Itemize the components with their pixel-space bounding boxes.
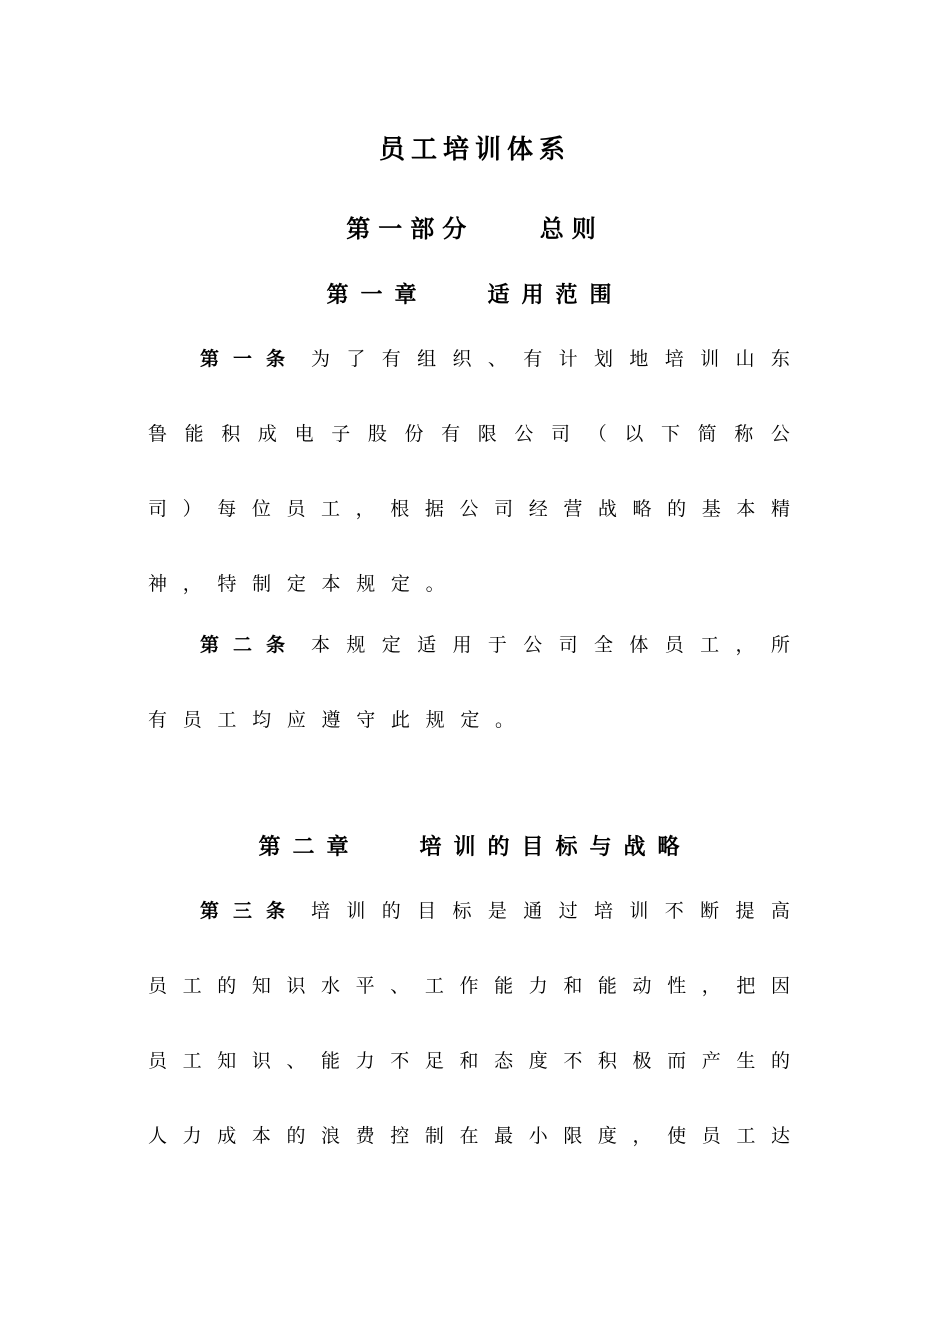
article-2-line-1 xyxy=(148,608,790,683)
article-1-text-line-1: 为 了 有 组 织 、 有 计 划 地 培 训 山 东 xyxy=(311,348,790,370)
article-1-line-3 xyxy=(148,472,790,547)
article-3-text-line-4: 人 力 成 本 的 浪 费 控 制 在 最 小 限 度 ， 使 员 工 达 xyxy=(148,1125,790,1147)
article-1-text-line-2: 鲁 能 积 成 电 子 股 份 有 限 公 司 （ 以 下 简 称 公 xyxy=(148,423,790,445)
article-2-text-line-2: 有 员 工 均 应 遵 守 此 规 定 。 xyxy=(148,709,515,731)
article-3-text-line-1: 培 训 的 目 标 是 通 过 培 训 不 断 提 高 xyxy=(311,900,790,922)
article-1-text-line-4: 神 ， 特 制 定 本 规 定 。 xyxy=(148,573,445,595)
article-3 xyxy=(148,874,790,1174)
article-1-label: 第一条 xyxy=(200,348,300,370)
chapter-1-title: 第一章 适用范围 xyxy=(326,283,624,308)
article-1 xyxy=(148,322,790,622)
article-2-text-line-1: 本 规 定 适 用 于 公 司 全 体 员 工 ， 所 xyxy=(311,634,790,656)
article-1-text-line-3: 司 ） 每 位 员 工 ， 根 据 公 司 经 营 战 略 的 基 本 精 xyxy=(148,498,790,520)
part-title: 第一部分 总则 xyxy=(346,215,604,243)
article-3-text-line-2: 员 工 的 知 识 水 平 、 工 作 能 力 和 能 动 性 ， 把 因 xyxy=(148,975,790,997)
article-2-label: 第二条 xyxy=(200,634,300,656)
article-3-line-4 xyxy=(148,1099,790,1174)
document-title: 员工培训体系 xyxy=(378,135,571,165)
article-3-label: 第三条 xyxy=(200,900,300,922)
article-2-line-2 xyxy=(148,683,790,758)
chapter-2-title: 第二章 培训的目标与战略 xyxy=(258,835,692,860)
article-3-line-2 xyxy=(148,949,790,1024)
article-3-line-3 xyxy=(148,1024,790,1099)
article-1-line-1 xyxy=(148,322,790,397)
article-3-line-1 xyxy=(148,874,790,949)
article-3-text-line-3: 员 工 知 识 、 能 力 不 足 和 态 度 不 积 极 而 产 生 的 xyxy=(148,1050,790,1072)
article-2 xyxy=(148,608,790,758)
article-1-line-2 xyxy=(148,397,790,472)
